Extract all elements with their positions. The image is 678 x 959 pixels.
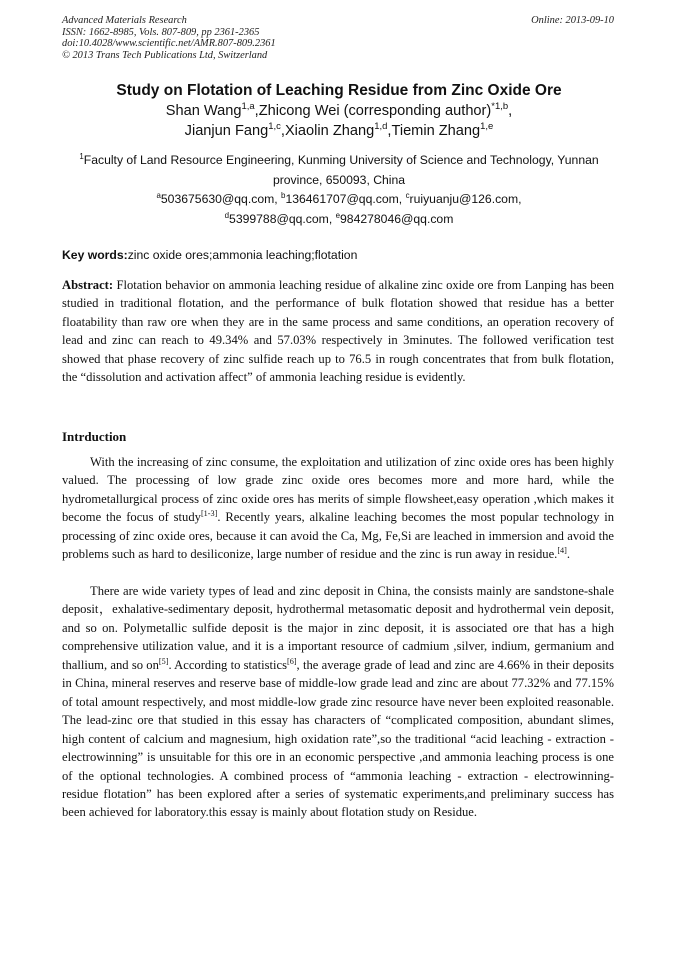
email-link[interactable]: 136461707@qq.com, [285,192,403,206]
journal-header [62,15,276,61]
author-name: Shan Wang [165,103,242,119]
author-affil-sup: 1,c [268,121,281,133]
author-line-1: Shan Wang$^{1,a}$,Zhicong Wei (corresponding author)$^{*1,b}$, [165,101,513,119]
email-sup: e [335,210,341,220]
author-line-2: Jianjun Fang$^{1,c}$,Xiaolin Zhang$^{1,d}$,Tiemin Zhang$^{1,e}$ [184,121,494,139]
copyright-line: © 2013 Trans Tech Publications Ltd, Switzerland [62,49,268,61]
citation-ref: [5] [158,656,169,666]
author-affil-sup: 1,e [480,121,494,133]
paragraph-text: . According to statistics [168,657,287,672]
section-heading: Intrduction [62,429,127,444]
issn-line: ISSN: 1662-8985, Vols. 807-809, pp 2361-2365 [62,26,260,38]
author-name: Tiemin Zhang [391,123,481,139]
body-paragraph-2 [62,582,614,822]
author-name: Zhicong Wei (corresponding author) [258,103,492,119]
email-line-1 [60,190,618,210]
citation-ref: [6] [287,656,297,666]
email-link[interactable]: 503675630@qq.com, [160,192,278,206]
affiliation-sup: 1 [79,151,84,161]
paragraph-text: . Recently years, alkaline leaching becomes the most popular technology in processing of zinc oxide ores, because it can avoid the Ca, Mg, Fe,Si are leached in immersion and avoid the problems such as hard to desiliconize, large number of residue and the zinc is run away in residue. [62,510,614,562]
paragraph-text: With the increasing of zinc consume, the exploitation and utilization of zinc oxide ores has been highly valued. The processing of low grade zinc oxide ores becomes more and more hard, while the hydrometallurgical process of zinc oxide ores has merits of simple flowsheet,easy operation ,which makes it become the focus of study [62,455,614,525]
email-sup: d [224,210,230,220]
email-link[interactable]: ruiyuanju@126.com, [409,192,522,206]
email-sup: b [281,190,286,200]
keywords-text: zinc oxide ores;ammonia leaching;flotation [127,248,358,262]
author-affil-sup: *1,b [491,101,509,113]
author-name: Xiaolin Zhang [284,123,375,139]
author-list [60,101,618,141]
abstract-label: Abstract: [62,278,114,292]
paragraph-text: There are wide variety types of lead and zinc deposit in China, the consists mainly are sandstone-shale deposit，exhalative-sedimentary deposit, hydrothermal metasomatic deposit and hydrothermal vein deposit, and so on. Polymetallic sulfide deposit is the major in zinc deposit, it is associated ore that has a high comprehensive utilization value, and it is a important resource of cadmium ,silver, indium, germanium and thallium, and so on [62,584,614,672]
email-sup: c [405,190,410,200]
email-sup: a [156,190,161,200]
doi-line: doi:10.4028/www.scientific.net/AMR.807-809.2361 [62,38,276,50]
affiliation-line-2: province, 650093, China [272,172,406,187]
affiliation-block [60,151,618,229]
affiliation-line [60,151,618,171]
paragraph-text: . [566,547,571,562]
citation-ref: [1-3] [200,509,218,519]
body-paragraph-1 [62,453,614,564]
keywords-line [62,247,357,263]
abstract-paragraph [62,276,614,386]
email-link[interactable]: 984278046@qq.com [340,211,454,226]
paper-title: Study on Flotation of Leaching Residue from Zinc Oxide Ore [116,82,562,99]
journal-name: Advanced Materials Research [62,15,187,26]
paragraph-text: , the average grade of lead and zinc are 4.66% in their deposits in China, mineral reserves and reserve base of middle-low grade lead and zinc are about 77.32% and 77.15% of total amount respectively, and most middle-low grade zinc resource have never been exploited reasonable. The lead-zinc ore that studied in this essay has characters of “complicated composition, abundant slimes, high content of calcium and magnesium, high oxidation rate”,so the traditional “acid leaching - extraction - electrowinning” is unsuitable for this ore in an economic perspective ,and ammonia leaching process is one of the optional technologies. A combined process of “ammonia leaching - extraction - electrowinning- residue flotation” has been explored after a series of systematic experiments,and preliminary success has been achieved for laboratory.this essay is mainly about flotation study on Residue. [62,657,614,820]
email-line-2 [60,210,618,230]
author-affil-sup: 1,d [374,121,388,133]
citation-ref: [4] [557,546,567,556]
author-affil-sup: 1,a [241,101,255,113]
email-link[interactable]: 5399788@qq.com, [229,211,333,226]
affiliation-text: Faculty of Land Resource Engineering, Kunming University of Science and Technology, Yunnan [83,153,599,167]
keywords-label: Key words: [62,248,128,262]
online-date: Online: 2013-09-10 [531,15,614,26]
author-name: Jianjun Fang [184,123,269,139]
abstract-text: Flotation behavior on ammonia leaching residue of alkaline zinc oxide ore from Lanping has been studied in traditional flotation, and the performance of bulk flotation showed that residue has a better floatability than raw ore when they are in the same process and same conditions, an operation recovery of lead and zinc can reach to 49.34% and 57.03% respectively in 3minutes. The followed verification test showed that phase recovery of zinc sulfide reach up to 76.5 in rough concentrates that from bulk flotation, the “dissolution and activation affect” of ammonia leaching residue is evidently. [62,278,614,385]
